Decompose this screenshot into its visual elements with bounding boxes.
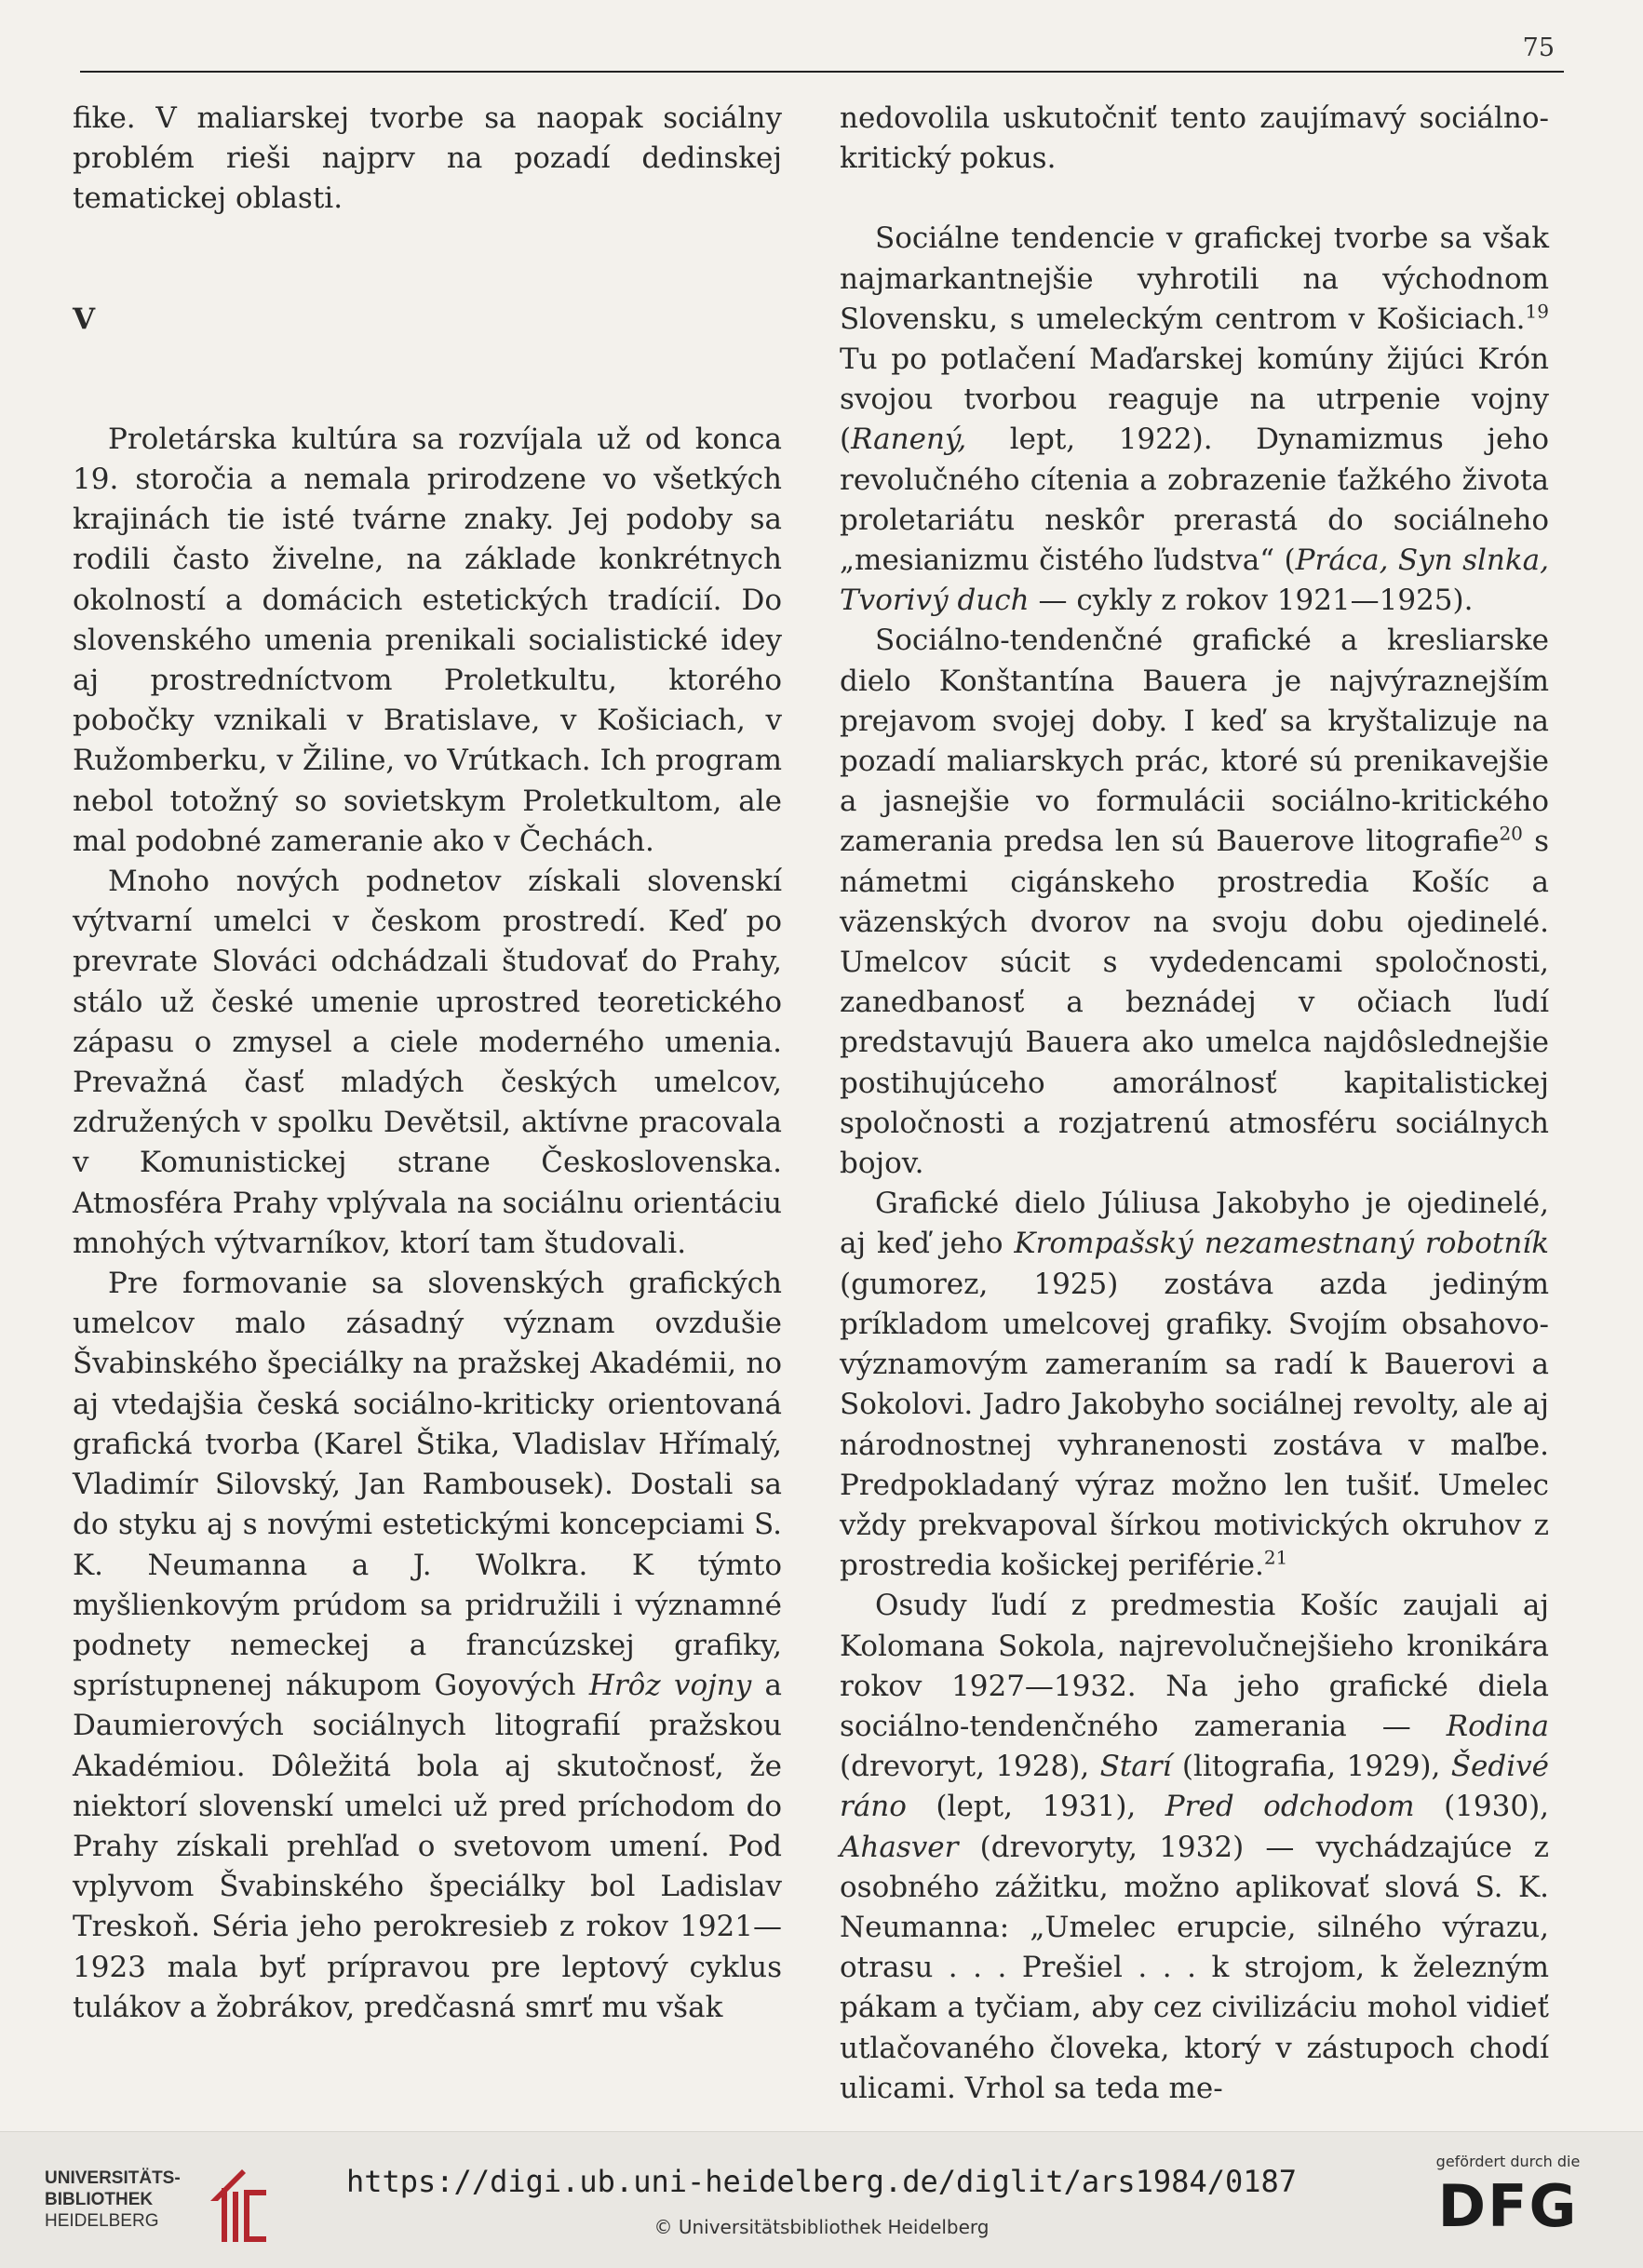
left-paragraph-4: [73, 1264, 782, 2028]
right-column: [840, 99, 1549, 2109]
dfg-logo: DFG: [1437, 2172, 1579, 2240]
library-name-line: BIBLIOTHEK: [45, 2190, 154, 2209]
text-run: Pre formovanie sa slovenských grafických umelcov malo zásadný význam ovzdušie Švabinského špeciálky na pražskej Akadémii, no aj vtedajšia česká sociálno-kriticky orientovaná grafická tvorba (Karel Štika, Vladislav Hřímalý, Vladimír Silovský, Jan Rambousek). Dostali sa do styku aj s novými estetickými koncepciami S. K. Neumanna a J. Wolkra. K týmto myšlienkovým prúdom sa pridružili i významné podnety nemeckej a francúzskej grafiky, sprístupnenej nákupom Goyových: [73, 1267, 782, 1703]
right-paragraph-3: [840, 621, 1549, 1184]
text-run: — cykly z rokov 1921—1925).: [1029, 584, 1474, 618]
library-name-line: HEIDELBERG: [45, 2211, 159, 2231]
dfg-caption: gefördert durch die: [1435, 2153, 1581, 2170]
right-paragraph-1: nedovolila uskutočniť tento zaujímavý sociálno-kritický pokus.: [840, 101, 1549, 176]
text-run: a Daumierových sociálnych litografií pražskou Akadémiou. Dôležitá bola aj skutočnosť, že niektorí slovenskí umelci už pred príchodom do Prahy získali prehľad o svetovom umení. Pod vplyvom Švabinského špeciálky bol Ladislav Treskoň. Séria jeho perokresieb z rokov 1921—1923 mala byť prípravou pre leptový cyklus tulákov a žobrákov, predčasná smrť mu však: [73, 1669, 782, 2024]
artwork-title: Pred odchodom: [1165, 1790, 1415, 1824]
footnote-ref-21: 21: [1263, 1546, 1288, 1569]
artwork-title: Hrôz vojny: [588, 1669, 752, 1703]
text-run: Sociálno-tendenčné grafické a kresliarske dielo Konštantína Bauera je najvýraznejším prejavom svojej doby. I keď sa kryštalizuje na pozadí maliarskych prác, ktoré sú prenikavejšie a jasnejšie vo formulácii sociálno-kritického zamerania predsa len sú Bauerove litografie: [840, 624, 1549, 859]
right-paragraph-5: [840, 1586, 1549, 2109]
text-run: Osudy ľudí z predmestia Košíc zaujali aj Kolomana Sokola, najrevolučnejšieho kronikára rokov 1927—1932. Na jeho grafické diela sociálno-tendenčného zamerania —: [840, 1589, 1549, 1743]
artwork-title: Ranený,: [851, 423, 967, 457]
left-paragraph-1: fike. V maliarskej tvorbe sa naopak sociálny problém rieši najprv na pozadí dedinskej tematickej oblasti.: [73, 101, 782, 216]
section-heading: V: [73, 302, 96, 336]
copyright-notice: © Universitätsbibliothek Heidelberg: [653, 2216, 990, 2238]
artwork-title: Rodina: [1446, 1709, 1549, 1743]
text-run: Tu po potlačení Maďarskej komúny žijúci Krón svojou tvorbou reaguje na utrpenie vojny (: [840, 342, 1549, 457]
spacer: [73, 220, 782, 300]
text-run: s námetmi cigánskeho prostredia Košíc a väzenských dvorov na svoju dobu ojedinelé. Umelcov súcit s vydedencami spoločnosti, zanedbanosť a beznádej v očiach ľudí predstavujú Bauera ako umelca najdôslednejšie postihujúceho amorálnosť kapitalistickej spoločnosti a rozjatrenú atmosféru sociálnych bojov.: [840, 825, 1549, 1181]
text-run: Sociálne tendencie v grafickej tvorbe sa však najmarkantnejšie vyhrotili na východnom Slovensku, s umeleckým centrom v Košiciach.: [840, 221, 1549, 336]
left-column: [73, 99, 782, 2028]
text-run: (drevoryty, 1932) — vychádzajúce z osobného zážitku, možno aplikovať slová S. K. Neumanna: „Umelec erupcie, silného výrazu, otrasu . . . Prešiel . . . k strojom, k železným pákam a tyčiam, aby cez civilizáciu mohol vidieť utlačovaného človeka, ktorý v zástupoch chodí ulicami. Vrhol sa teda me-: [840, 1830, 1549, 2105]
footnote-ref-19: 19: [1525, 300, 1549, 323]
page-number: 75: [1522, 34, 1555, 62]
text-run: Grafické dielo Júliusa Jakobyho je ojedinelé, aj keď jeho: [840, 1187, 1549, 1261]
spacer: [73, 340, 782, 420]
artwork-title: Krompašský nezamestnaný robotník: [1014, 1227, 1549, 1261]
footer-bar: [0, 2131, 1643, 2268]
artwork-title: Práca, Syn slnka, Tvorivý duch: [840, 544, 1549, 618]
text-run: lept, 1922). Dynamizmus jeho revolučného cítenia a zobrazenie ťažkého života proletariátu neskôr prerastá do sociálneho „mesianizmu čistého ľudstva“ (: [840, 423, 1549, 578]
header-rule: [80, 71, 1564, 73]
artwork-title: Starí: [1099, 1750, 1172, 1784]
left-paragraph-2: Proletárska kultúra sa rozvíjala už od konca 19. storočia a nemala prirodzene vo všetkých krajinách tie isté tvárne znaky. Jej podoby sa rodili často živelne, na základe konkrétnych okolností a domácich estetických tradícií. Do slovenského umenia prenikali socialistické idey aj prostredníctvom Proletkultu, ktorého pobočky vznikali v Bratislave, v Košiciach, v Ružomberku, v Žiline, vo Vrútkach. Ich program nebol totožný so sovietskym Proletkultom, ale mal podobné zameranie ako v Čechách.: [73, 422, 782, 858]
text-run: (lept, 1931),: [906, 1790, 1165, 1824]
spacer: [840, 179, 1549, 219]
text-run: (drevoryt, 1928),: [840, 1750, 1100, 1784]
right-paragraph-2: [840, 219, 1549, 621]
dfg-logo-link[interactable]: [1420, 2153, 1596, 2255]
text-run: (1930),: [1414, 1790, 1550, 1824]
text-run: (gumorez, 1925) zostáva azda jediným príkladom umelcovej grafiky. Svojím obsahovo-významovým zameraním sa radí k Bauerovi a Sokolovi. Jadro Jakobyho sociálnej revolty, ale aj národnostnej vyhranenosti zostáva v maľbe. Predpokladaný výraz možno len tušiť. Umelec vždy prekvapoval šírkou motivických okruhov z prostredia košickej periférie.: [840, 1267, 1549, 1583]
permalink-url[interactable]: https://digi.ub.uni-heidelberg.de/diglit/ars1984/0187: [345, 2164, 1298, 2199]
right-paragraph-4: [840, 1184, 1549, 1586]
left-paragraph-3: Mnoho nových podnetov získali slovenskí výtvarní umelci v českom prostredí. Keď po prevrate Slováci odchádzali študovať do Prahy, stálo už české umenie uprostred teoretického zápasu o zmysel a ciele moderného umenia. Prevažná časť mladých českých umelcov, združených v spolku Devětsil, aktívne pracovala v Komunistickej strane Československa. Atmosféra Prahy vplývala na sociálnu orientáciu mnohých výtvarníkov, ktorí tam študovali.: [73, 865, 782, 1260]
footnote-ref-20: 20: [1499, 823, 1523, 846]
artwork-title: Šedivé ráno: [840, 1750, 1549, 1824]
library-name-line: UNIVERSITÄTS-: [45, 2168, 181, 2188]
text-run: (litografia, 1929),: [1171, 1750, 1451, 1784]
artwork-title: Ahasver: [840, 1830, 959, 1864]
